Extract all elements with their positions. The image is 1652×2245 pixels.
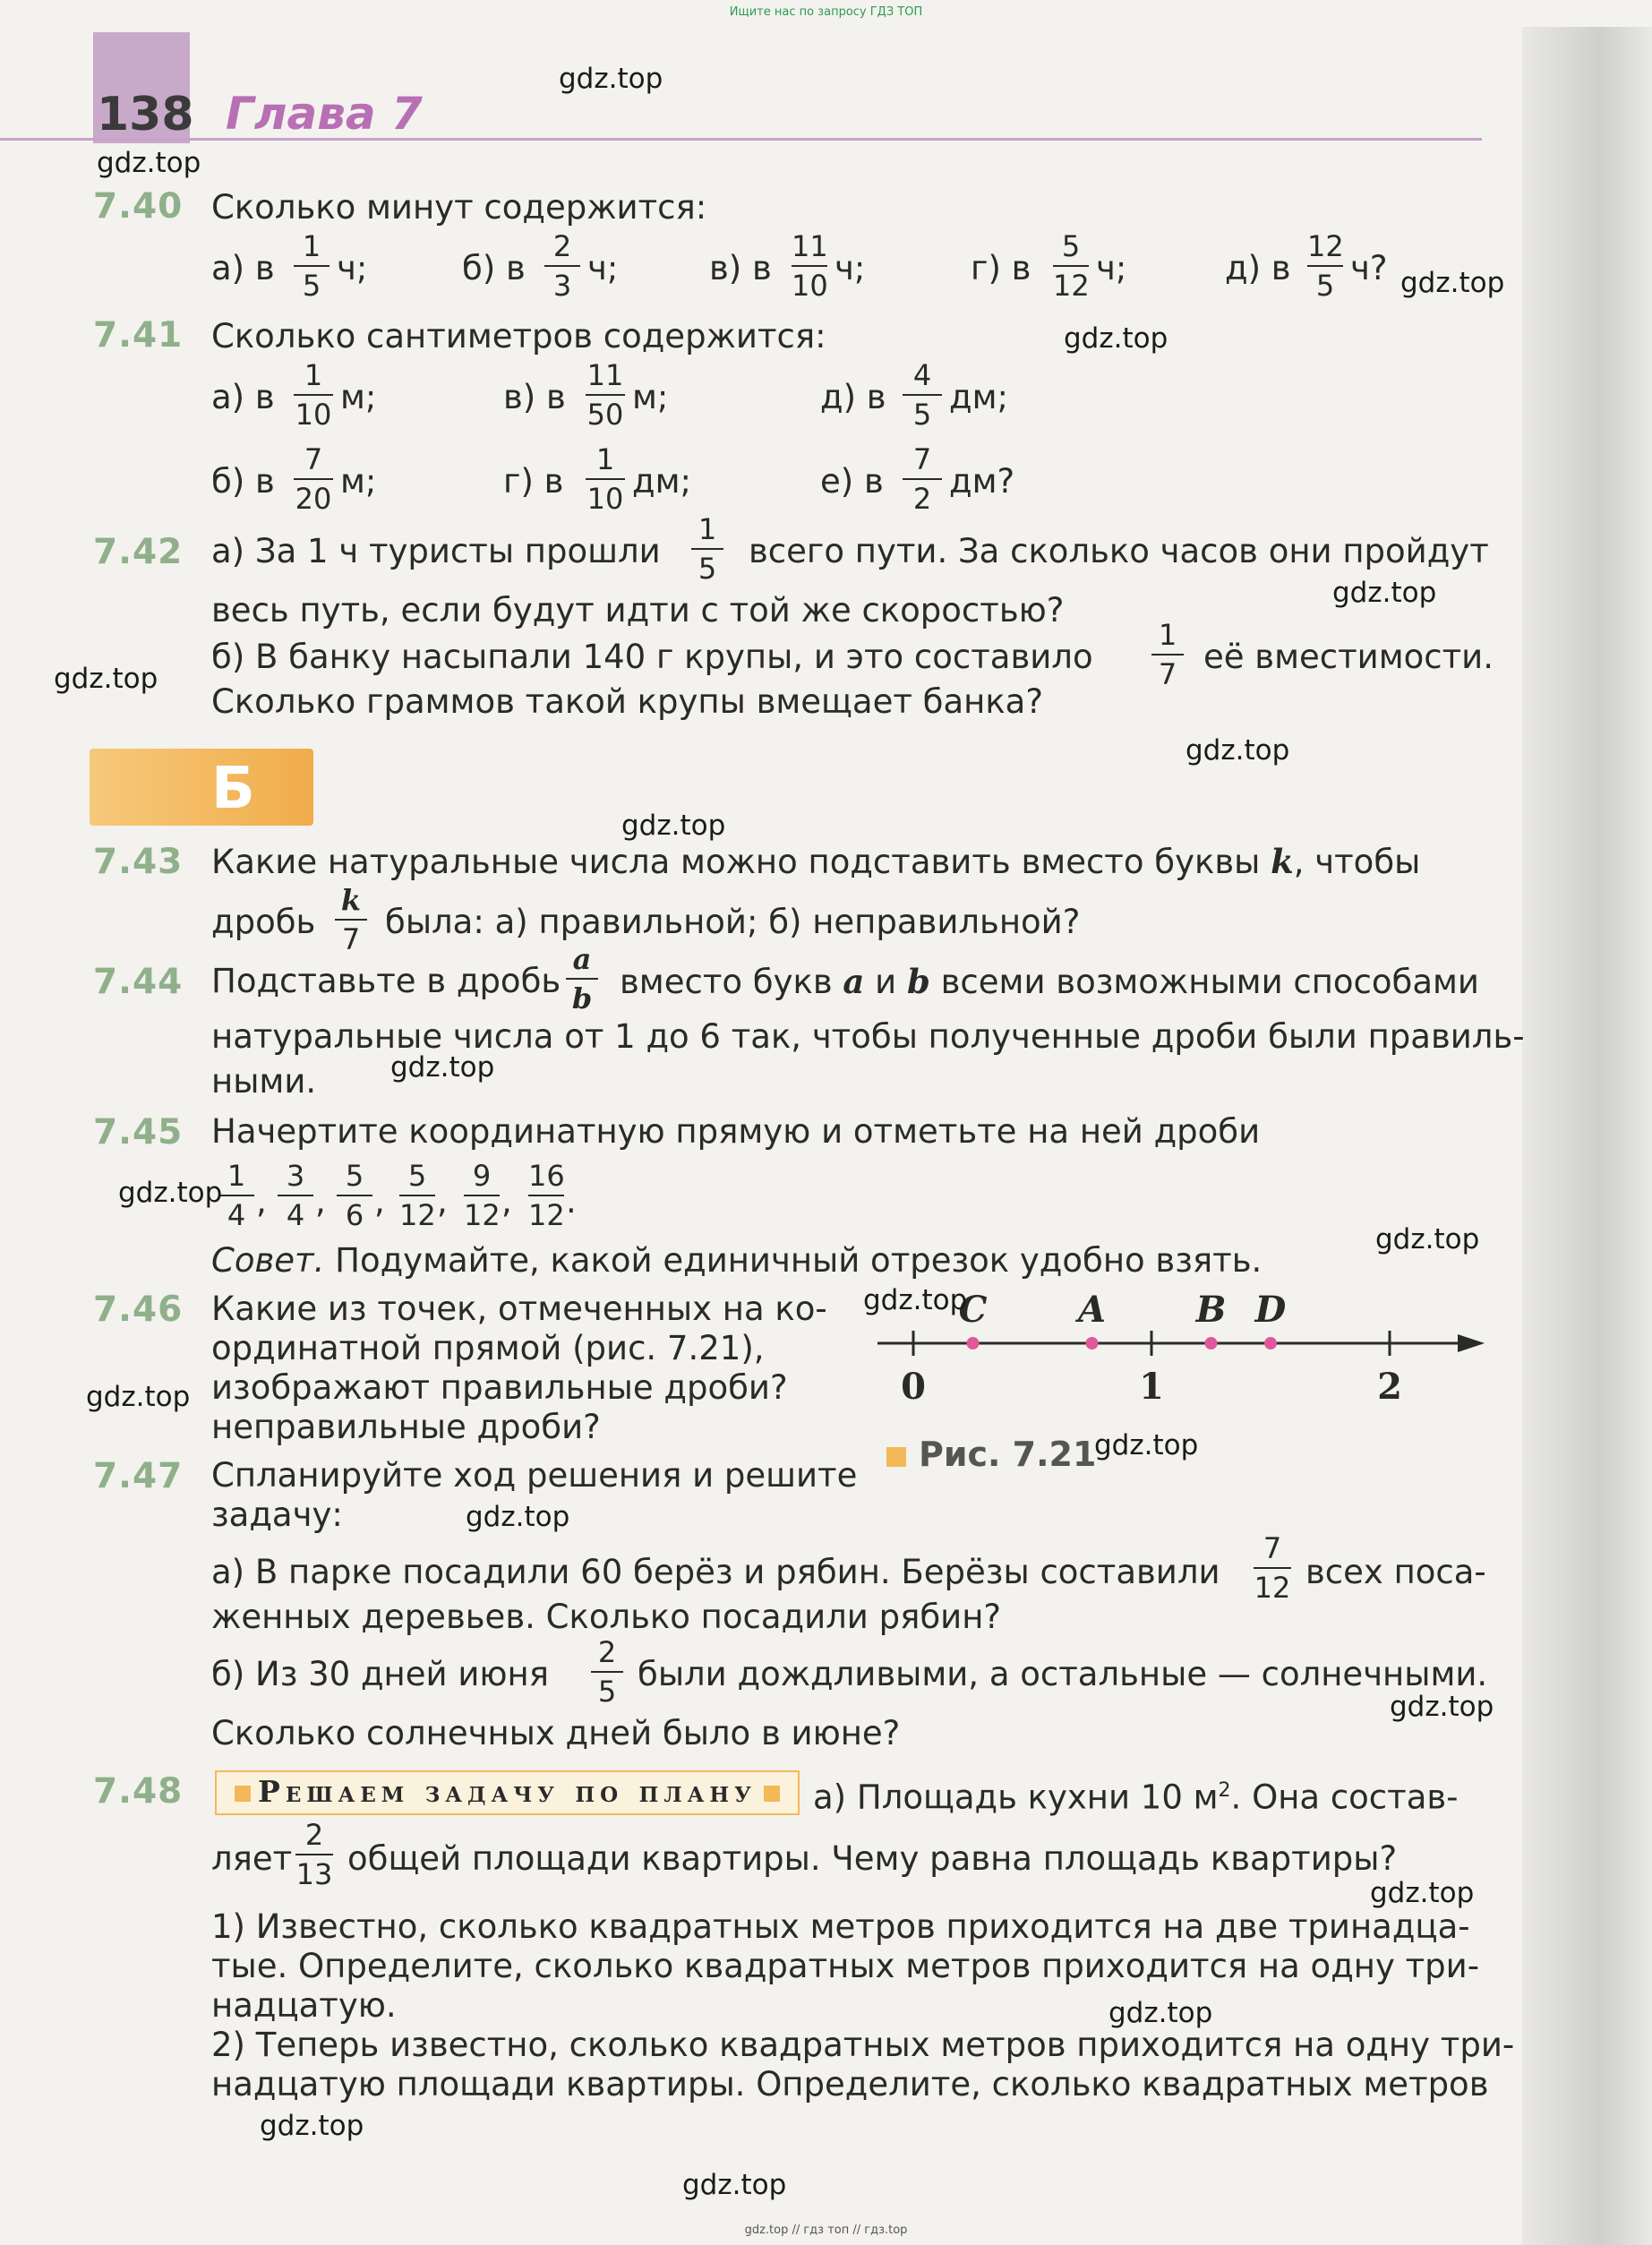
problem-7-42-b-line2: Сколько граммов такой крупы вмещает банка? <box>211 682 1043 721</box>
watermark: gdz.top <box>682 2169 787 2201</box>
problem-7-45-line1: Начертите координатную прямую и отметьте на ней дроби <box>211 1112 1261 1151</box>
watermark: gdz.top <box>390 1051 495 1084</box>
tick-label: 0 <box>901 1366 926 1408</box>
watermark: gdz.top <box>1094 1429 1199 1461</box>
watermark: gdz.top <box>54 663 158 695</box>
p741-item-unit: м; <box>632 378 669 416</box>
point-d <box>1264 1337 1277 1350</box>
fraction: 2 3 <box>544 229 580 303</box>
problem-7-47-line1: Спланируйте ход решения и решите <box>211 1456 858 1495</box>
fraction: 7 12 <box>1254 1531 1291 1605</box>
problem-number-7-41: 7.41 <box>93 315 184 356</box>
p740-item-unit: ч; <box>835 249 866 287</box>
problem-7-48-step1-line2: тые. Определите, сколько квадратных метров приходится на одну три- <box>211 1947 1480 1985</box>
watermark: gdz.top <box>1064 322 1168 355</box>
p740-item-label: а) в <box>211 249 275 287</box>
problem-7-42-a-text-end: всего пути. За сколько часов они пройдут <box>749 532 1489 570</box>
p741-item-label: е) в <box>820 462 884 501</box>
fraction: k 7 <box>335 883 367 956</box>
fraction: 11 10 <box>792 229 828 303</box>
fraction: 2 13 <box>295 1818 333 1891</box>
fraction-separator: , <box>374 1182 385 1221</box>
problem-7-44-line1-end: вместо букв a и b всеми возможными способами <box>620 962 1479 1001</box>
problem-7-44-line1-start: Подставьте в дробь <box>211 962 561 1000</box>
watermark: gdz.top <box>1108 1997 1213 2029</box>
fraction: 2 5 <box>591 1635 623 1709</box>
problem-7-46-line4: неправильные дроби? <box>211 1408 601 1446</box>
p740-item-unit: ч? <box>1350 249 1388 287</box>
watermark: gdz.top <box>466 1501 570 1533</box>
fraction-separator: , <box>315 1182 326 1221</box>
tick-label: 1 <box>1139 1366 1164 1408</box>
problem-7-48-step1-line1: 1) Известно, сколько квадратных метров приходится на две тринадца- <box>211 1907 1470 1946</box>
problem-number-7-45: 7.45 <box>93 1112 184 1152</box>
problem-7-47-b-line2: Сколько солнечных дней было в июне? <box>211 1714 901 1752</box>
fraction: 1 5 <box>691 512 723 586</box>
problem-number-7-40: 7.40 <box>93 186 184 227</box>
fraction: 7 20 <box>295 442 332 516</box>
point-label-d: D <box>1254 1289 1287 1331</box>
point-label-c: C <box>958 1289 988 1331</box>
chapter-title: Глава 7 <box>226 88 423 140</box>
p740-item-unit: ч; <box>587 249 619 287</box>
problem-7-47-a-text-end: всех поса- <box>1305 1553 1486 1591</box>
problem-7-48-step1-line3: надцатую. <box>211 1986 397 2025</box>
problem-7-42-a-line2: весь путь, если будут идти с той же скоростью? <box>211 591 1065 630</box>
problem-number-7-42: 7.42 <box>93 532 184 572</box>
fraction: 12 5 <box>1307 229 1344 303</box>
header-line <box>0 138 1482 141</box>
watermark: gdz.top <box>1400 267 1505 299</box>
problem-7-48-line2-start: ляет <box>211 1839 293 1878</box>
problem-7-42-b-text-end: её вместимости. <box>1203 638 1494 676</box>
fraction: 5 12 <box>1053 229 1090 303</box>
problem-7-48-line1-end: а) Площадь кухни 10 $м^2$. Она состав- <box>813 1778 1459 1817</box>
watermark: gdz.top <box>863 1284 968 1316</box>
page-number: 138 <box>97 88 194 141</box>
fraction: 4 5 <box>903 358 942 432</box>
fraction: 9 12 <box>464 1159 501 1232</box>
problem-number-7-48: 7.48 <box>93 1771 184 1812</box>
page-edge-shadow <box>1522 27 1652 2245</box>
p741-item-unit: дм? <box>949 462 1015 501</box>
fraction: 1 7 <box>1151 618 1184 691</box>
problem-7-47-a-text: а) В парке посадили 60 берёз и рябин. Берёзы составили <box>211 1553 1220 1591</box>
problem-number-7-46: 7.46 <box>93 1290 184 1330</box>
fraction: 1 5 <box>294 229 330 303</box>
problem-7-40-text: Сколько минут содержится: <box>211 188 707 227</box>
problem-7-42-b-text: б) В банку насыпали 140 г крупы, и это составило <box>211 638 1093 676</box>
top-note: Ищите нас по запросу ГДЗ ТОП <box>729 5 923 19</box>
fraction-separator: , <box>256 1182 267 1221</box>
p741-item-label: а) в <box>211 378 275 416</box>
problem-7-44-line2: натуральные числа от 1 до 6 так, чтобы полученные дроби были правиль- <box>211 1017 1525 1056</box>
p741-item-unit: дм; <box>632 462 691 501</box>
fraction: 1 10 <box>295 358 332 432</box>
p740-item-label: д) в <box>1225 249 1291 287</box>
fraction-separator: , <box>437 1182 448 1221</box>
problem-7-48-line2-end: общей площади квартиры. Чему равна площадь квартиры? <box>347 1839 1398 1878</box>
p740-item-unit: ч; <box>337 249 368 287</box>
problem-number-7-43: 7.43 <box>93 842 184 882</box>
point-b <box>1205 1337 1218 1350</box>
fraction: 3 4 <box>278 1159 313 1232</box>
fraction-separator: . <box>566 1182 577 1221</box>
watermark: gdz.top <box>118 1177 223 1209</box>
watermark: gdz.top <box>1370 1877 1475 1909</box>
problem-7-44-line3: ными. <box>211 1062 317 1101</box>
watermark: gdz.top <box>97 147 201 179</box>
p740-item-label: б) в <box>462 249 526 287</box>
problem-number-7-44: 7.44 <box>93 962 184 1002</box>
problem-number-7-47: 7.47 <box>93 1456 184 1496</box>
p741-item-label: в) в <box>503 378 566 416</box>
problem-7-46-line3: изображают правильные дроби? <box>211 1368 788 1407</box>
watermark: gdz.top <box>559 63 663 95</box>
problem-7-46-line2: ординатной прямой (рис. 7.21), <box>211 1329 765 1367</box>
problem-7-43-line2-end: была: а) правильной; б) неправильной? <box>385 903 1081 941</box>
problem-7-48-step2-line2: надцатую площади квартиры. Определите, сколько квадратных метров <box>211 2065 1489 2104</box>
fraction-separator: , <box>501 1182 512 1221</box>
problem-7-47-a-line2: женных деревьев. Сколько посадили рябин? <box>211 1598 1002 1636</box>
problem-7-42-a-text: а) За 1 ч туристы прошли <box>211 532 661 570</box>
problem-7-45-advice: Совет. Подумайте, какой единичный отрезок удобно взять. <box>211 1241 1263 1280</box>
watermark: gdz.top <box>1375 1223 1480 1255</box>
problem-7-43-line2-start: дробь <box>211 903 316 941</box>
point-a <box>1086 1337 1099 1350</box>
fraction: 5 12 <box>399 1159 436 1232</box>
section-b-label: Б <box>90 749 313 826</box>
point-label-a: A <box>1077 1289 1107 1331</box>
problem-7-47-line2: задачу: <box>211 1495 343 1534</box>
plan-tag: Решаем задачу по плану <box>215 1770 800 1815</box>
p741-item-label: г) в <box>503 462 564 501</box>
p741-item-unit: м; <box>340 462 377 501</box>
bottom-note: gdz.top // гдз топ // гдз.top <box>744 2224 908 2237</box>
tick-label: 2 <box>1377 1366 1402 1408</box>
fraction: 16 12 <box>528 1159 565 1232</box>
watermark: gdz.top <box>1390 1691 1494 1723</box>
p741-item-label: б) в <box>211 462 275 501</box>
point-c <box>967 1337 980 1350</box>
number-line-arrow <box>1458 1334 1485 1352</box>
problem-7-43-line1: Какие натуральные числа можно подставить вместо буквы k, чтобы <box>211 842 1421 881</box>
p741-item-label: д) в <box>820 378 886 416</box>
fraction: 1 10 <box>586 442 624 516</box>
p740-item-label: в) в <box>709 249 772 287</box>
point-label-b: B <box>1195 1289 1227 1331</box>
fraction: 11 50 <box>586 358 624 432</box>
figure-caption: Рис. 7.21 <box>886 1435 1096 1474</box>
problem-7-47-b-text: б) Из 30 дней июня <box>211 1655 549 1693</box>
watermark: gdz.top <box>621 810 726 842</box>
watermark: gdz.top <box>1332 577 1437 609</box>
watermark: gdz.top <box>86 1381 191 1413</box>
problem-7-48-step2-line1: 2) Теперь известно, сколько квадратных метров приходится на одну три- <box>211 2026 1515 2064</box>
problem-7-41-text: Сколько сантиметров содержится: <box>211 317 826 356</box>
problem-7-47-b-text-end: были дождливыми, а остальные — солнечными. <box>638 1655 1488 1693</box>
fraction: 1 4 <box>218 1159 254 1232</box>
p740-item-label: г) в <box>971 249 1031 287</box>
fraction: 7 2 <box>903 442 942 516</box>
watermark: gdz.top <box>1186 734 1290 767</box>
p740-item-unit: ч; <box>1096 249 1127 287</box>
p741-item-unit: дм; <box>949 378 1008 416</box>
fraction: a b <box>566 942 598 1015</box>
problem-7-46-line1: Какие из точек, отмеченных на ко- <box>211 1290 827 1328</box>
fraction: 5 6 <box>337 1159 372 1232</box>
watermark: gdz.top <box>260 2110 364 2142</box>
p741-item-unit: м; <box>340 378 377 416</box>
